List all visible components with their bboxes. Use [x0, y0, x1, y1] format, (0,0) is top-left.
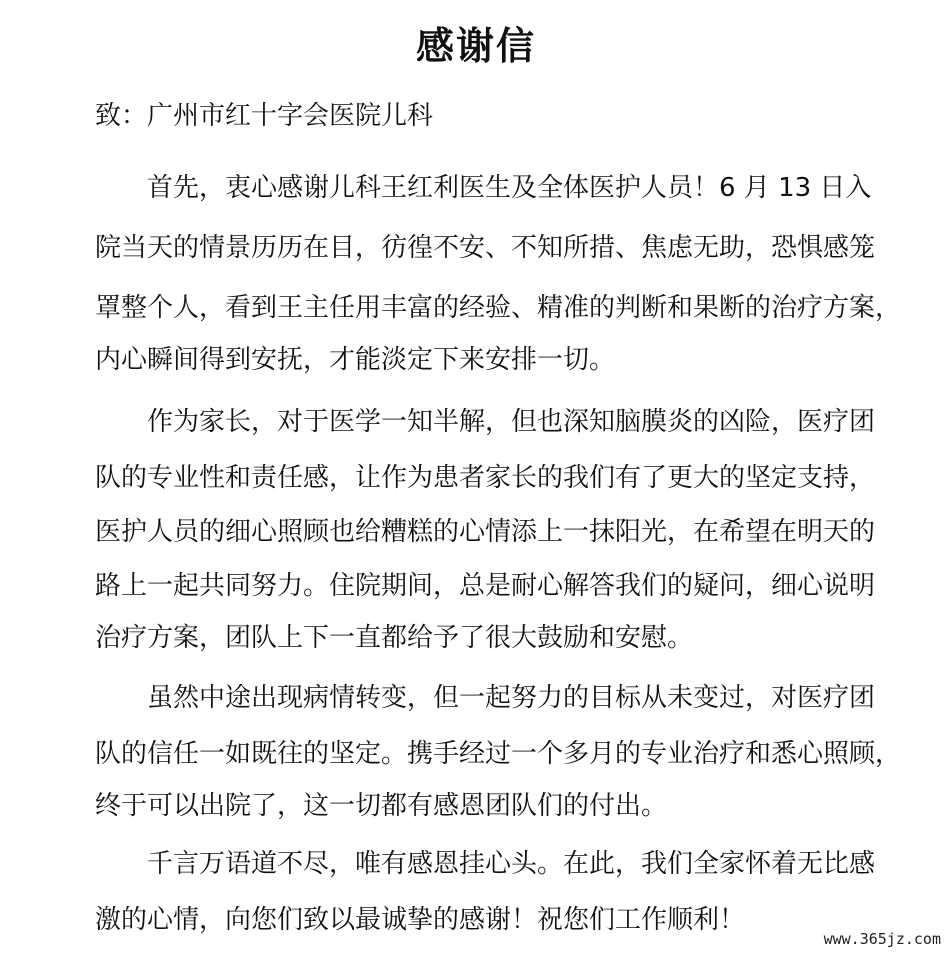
- paragraph-4-line-2: 激的心情，向您们致以最诚挚的感谢！祝您们工作顺利！: [95, 905, 746, 935]
- paragraph-3-line-3: 终于可以出院了，这一切都有感恩团队们的付出。: [95, 791, 668, 821]
- paragraph-2-line-5: 治疗方案，团队上下一直都给予了很大鼓励和安慰。: [95, 623, 694, 653]
- letter-recipient: 致：广州市红十字会医院儿科: [95, 101, 434, 131]
- paragraph-1-line-3: 罩整个人，看到王主任用丰富的经验、精准的判断和果断的治疗方案，: [95, 293, 902, 323]
- site-watermark: www.365jz.com: [821, 928, 944, 950]
- paragraph-2-line-4: 路上一起共同努力。住院期间，总是耐心解答我们的疑问，细心说明: [95, 571, 876, 601]
- paragraph-1-line-1: 首先，衷心感谢儿科王红利医生及全体医护人员！6 月 13 日入: [147, 173, 872, 203]
- paragraph-3-line-2: 队的信任一如既往的坚定。携手经过一个多月的专业治疗和悉心照顾，: [95, 739, 902, 769]
- paragraph-3-line-1: 虽然中途出现病情转变，但一起努力的目标从未变过，对医疗团: [147, 683, 876, 713]
- paragraph-1-line-4: 内心瞬间得到安抚，才能淡定下来安排一切。: [95, 345, 616, 375]
- letter-title: 感谢信: [415, 24, 536, 68]
- paragraph-4-line-1: 千言万语道不尽，唯有感恩挂心头。在此，我们全家怀着无比感: [147, 849, 876, 879]
- paragraph-2-line-2: 队的专业性和责任感，让作为患者家长的我们有了更大的坚定支持，: [95, 463, 876, 493]
- paragraph-2-line-1: 作为家长，对于医学一知半解，但也深知脑膜炎的凶险，医疗团: [147, 407, 876, 437]
- paragraph-1-line-2: 院当天的情景历历在目，彷徨不安、不知所措、焦虑无助，恐惧感笼: [95, 233, 876, 263]
- paragraph-2-line-3: 医护人员的细心照顾也给糟糕的心情添上一抹阳光，在希望在明天的: [95, 517, 876, 547]
